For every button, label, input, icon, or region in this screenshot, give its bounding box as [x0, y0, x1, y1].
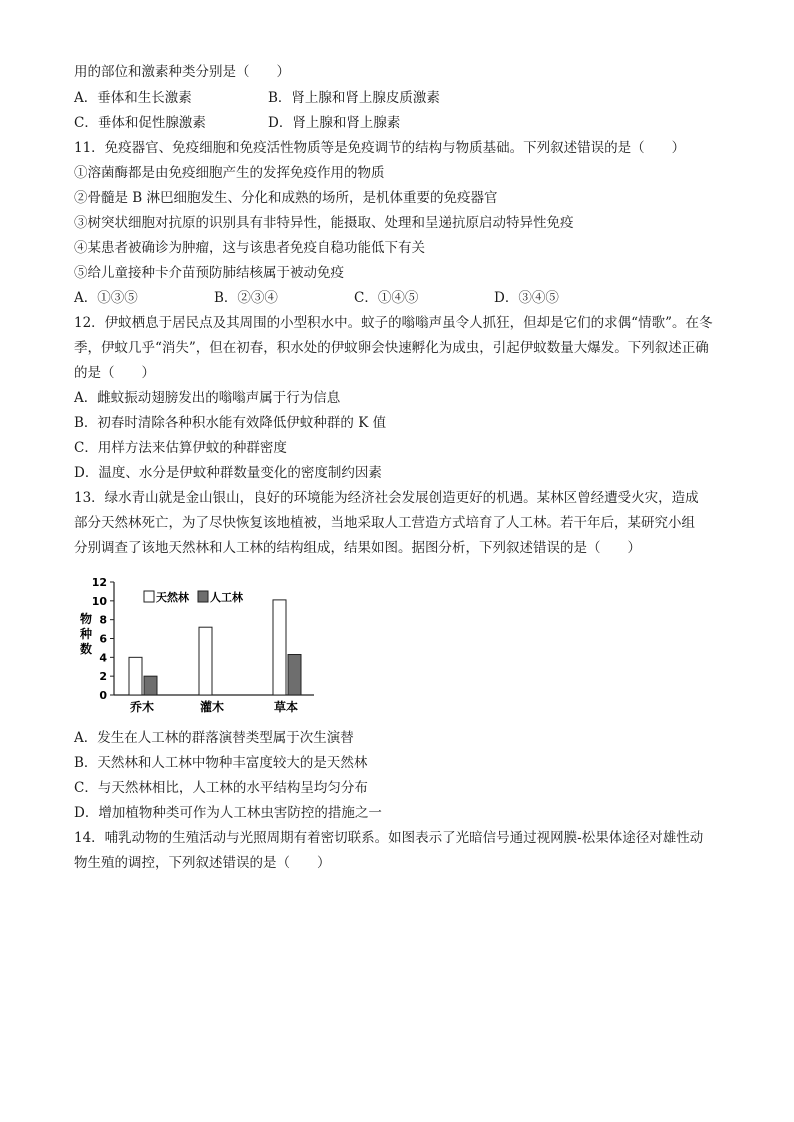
- y-tick-label: 12: [91, 576, 107, 589]
- q12-option-b: B．初春时清除各种积水能有效降低伊蚊种群的 K 值: [74, 415, 387, 431]
- q10-option-a: A．垂体和生长激素: [74, 90, 192, 106]
- q11-stem: 11．免疫器官、免疫细胞和免疫活性物质等是免疫调节的结构与物质基础。下列叙述错误的是（ ）: [74, 140, 686, 156]
- q11-option-c: C．①④⑤: [354, 290, 419, 306]
- q10-option-d: D．肾上腺和肾上腺素: [268, 115, 401, 131]
- x-category-label: 乔木: [129, 700, 155, 714]
- q13-option-a: A．发生在人工林的群落演替类型属于次生演替: [74, 730, 354, 746]
- q11-statement: ④某患者被确诊为肿瘤，这与该患者免疫自稳功能低下有关: [74, 240, 425, 256]
- q11-option-b: B．②③④: [214, 290, 278, 306]
- bar-natural-1: [199, 627, 212, 695]
- x-category-label: 灌木: [199, 700, 225, 714]
- q13-stem-line: 分别调查了该地天然林和人工林的结构组成，结果如图。据图分析，下列叙述错误的是（ ）: [74, 540, 641, 556]
- legend-swatch-planted-forest: [198, 591, 208, 602]
- y-tick-label: 4: [99, 651, 107, 665]
- y-tick-label: 10: [91, 594, 107, 608]
- q11-statement: ③树突状细胞对抗原的识别具有非特异性，能摄取、处理和呈递抗原启动特异性免疫: [74, 215, 574, 231]
- q10-stem: 用的部位和激素种类分别是（ ）: [74, 64, 290, 80]
- legend-swatch-natural-forest: [144, 591, 154, 602]
- y-tick-label: 0: [99, 689, 107, 702]
- bar-planted-2: [288, 655, 301, 695]
- q10-option-c: C．垂体和促性腺激素: [74, 115, 206, 131]
- q14-stem-line: 14．哺乳动物的生殖活动与光照周期有着密切联系。如图表示了光暗信号通过视网膜-松果体途径对雄性动: [74, 830, 704, 846]
- q11-option-d: D．③④⑤: [494, 290, 559, 306]
- y-tick-label: 2: [99, 670, 107, 684]
- q12-option-d: D．温度、水分是伊蚊种群数量变化的密度制约因素: [74, 465, 382, 481]
- q14-stem-line: 物生殖的调控，下列叙述错误的是（ ）: [74, 855, 331, 871]
- q12-stem-line: 的是（ ）: [74, 365, 155, 381]
- q13-option-c: C．与天然林相比，人工林的水平结构呈均匀分布: [74, 780, 368, 796]
- y-axis-label-char: 数: [80, 642, 93, 656]
- q13-option-d: D．增加植物种类可作为人工林虫害防控的措施之一: [74, 805, 382, 821]
- y-axis-label-char: 物: [80, 612, 93, 626]
- species-bar-chart: [74, 570, 334, 720]
- bar-planted-0: [144, 676, 157, 695]
- y-tick-label: 6: [99, 632, 107, 646]
- q13-option-b: B．天然林和人工林中物种丰富度较大的是天然林: [74, 755, 368, 771]
- q10-option-b: B．肾上腺和肾上腺皮质激素: [268, 90, 440, 106]
- q13-stem-line: 13．绿水青山就是金山银山，良好的环境能为经济社会发展创造更好的机遇。某林区曾经遭受火灾，造成: [74, 490, 699, 506]
- q11-statement: ①溶菌酶都是由免疫细胞产生的发挥免疫作用的物质: [74, 165, 385, 181]
- q12-option-c: C．用样方法来估算伊蚊的种群密度: [74, 440, 287, 456]
- y-axis-label-char: 种: [80, 627, 93, 641]
- x-category-label: 草本: [273, 700, 299, 714]
- legend-label-planted-forest: 人工林: [210, 591, 243, 604]
- q11-statement: ⑤给儿童接种卡介苗预防肺结核属于被动免疫: [74, 265, 344, 281]
- bar-natural-2: [273, 600, 286, 695]
- legend-label-natural-forest: 天然林: [156, 591, 189, 604]
- q12-stem-line: 12．伊蚊栖息于居民点及其周围的小型积水中。蚊子的嗡嗡声虽令人抓狂，但却是它们的求偶“情歌”。在冬: [74, 315, 713, 331]
- q12-stem-line: 季，伊蚊几乎“消失”，但在初春，积水处的伊蚊卵会快速孵化为成虫，引起伊蚊数量大爆发。下列叙述正确: [74, 340, 709, 356]
- bar-natural-0: [129, 657, 142, 695]
- q11-statement: ②骨髓是 B 淋巴细胞发生、分化和成熟的场所，是机体重要的免疫器官: [74, 190, 498, 206]
- q11-option-a: A．①③⑤: [74, 290, 138, 306]
- q12-option-a: A．雌蚊振动翅膀发出的嗡嗡声属于行为信息: [74, 390, 341, 406]
- y-tick-label: 8: [99, 613, 107, 627]
- q13-stem-line: 部分天然林死亡，为了尽快恢复该地植被，当地采取人工营造方式培育了人工林。若干年后，某研究小组: [74, 515, 695, 531]
